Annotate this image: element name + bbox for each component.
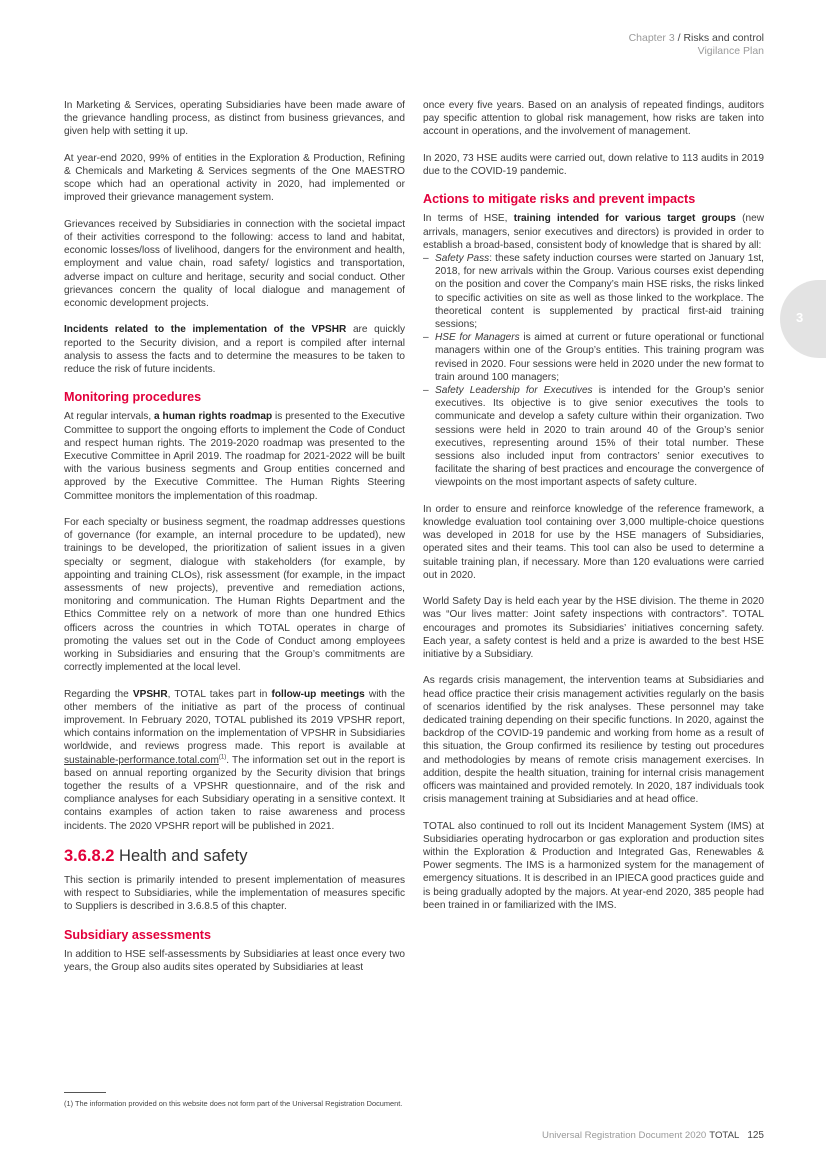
paragraph [423, 212, 764, 252]
website-link[interactable]: sustainable-performance.total.com [64, 754, 219, 766]
text-run: is aimed at current or future operational or functional managers within one of the Group’s entities. This training program was revised in 2020. Four sessions were held in 2020 under the new format to train around 100 managers; [435, 332, 764, 383]
text-run: Subsidiary assessments [64, 927, 212, 942]
text-run: Safety Leadership for Executives [435, 385, 593, 397]
paragraph [64, 410, 405, 502]
subheading [64, 389, 405, 405]
left-column [64, 99, 405, 987]
text-run: , TOTAL takes part in [167, 688, 272, 700]
text-run: once every five years. Based on an analysis of repeated findings, auditors pay specific attention to global risk management, how risks are taken into account in operations, and the involvement of management. [423, 100, 764, 138]
paragraph [423, 99, 764, 139]
text-run: In Marketing & Services, operating Subsidiaries have been made aware of the grievance handling process, as distinct from business grievances, and given help with setting it up. [64, 100, 405, 138]
text-run: : these safety induction courses were started on January 1st, 2018, for new arrivals within the Group. Various courses exist depending on the position and cover the Company’s main HSE risks, the risks linked to specific activities on site as well as those linked to the workplace. The theoretical content is supplemented by practical first-aid training sessions; [435, 253, 764, 331]
list-item [423, 252, 764, 331]
text-run: At regular intervals, [64, 411, 155, 423]
text-run: Grievances received by Subsidiaries in connection with the societal impact of their activities correspond to the following: access to land and habitat, economic losses/loss of livelihood, dangers for the environment and health, employment and value chain, road safety/ logistics and transportation, adverse impact on culture and heritage, security and social conduct. Other grievances concern the quality of local dialogue and management of economic development projects. [64, 218, 405, 310]
paragraph [64, 688, 405, 833]
text-run: Safety Pass [435, 253, 490, 264]
text-run: At year-end 2020, 99% of entities in the Exploration & Production, Refining & Chemicals and Marketing & Services segments of the One MAESTRO scope which had an operational activity in 2020, had implemented or improved their grievance management system. [64, 152, 405, 204]
subheading [423, 191, 764, 207]
text-run: In addition to HSE self-assessments by Subsidiaries at least once every two years, the Group also audits sites operated by Subsidiaries at least [64, 948, 405, 974]
paragraph [64, 516, 405, 674]
text-run: a human rights roadmap [154, 411, 273, 423]
footnote-ref[interactable]: (1) [218, 754, 227, 761]
paragraph [64, 948, 405, 974]
text-run: VPSHR [132, 688, 168, 700]
right-column [423, 99, 764, 925]
text-run: In terms of HSE, [423, 213, 514, 225]
text-run: Actions to mitigate risks and prevent impacts [423, 192, 696, 207]
bullet-list [423, 252, 764, 490]
text-run: training intended for various target groups [513, 213, 736, 225]
paragraph [64, 99, 405, 139]
text-run: with the other members of the initiative as part of the process of continual improvement. In February 2020, TOTAL published its 2019 VPSHR report, which contains information on the implementation of VPSHR in Subsidiaries worldwide, and reviews progress made. This report is available at [64, 688, 406, 753]
text-run: TOTAL also continued to roll out its Incident Management System (IMS) at Subsidiaries operating hydrocarbon or gas exploration and production sites within the Exploration & Production and Integrated Gas, Renewables & Power segments. The IMS is a harmonized system for the management of emergency situations. It is described in an IPIECA good practices guide and is being gradually adopted by the majors. At year-end 2020, 385 people had been trained in or familiarized with the IMS. [423, 820, 764, 911]
text-run: (new arrivals, managers, senior executives and directors) is provided in order to establish a broad-based, consistent body of knowledge that is shared by all: [423, 213, 764, 251]
paragraph [423, 503, 764, 582]
footer-brand: TOTAL [709, 1130, 740, 1141]
list-item [423, 331, 764, 384]
paragraph [423, 820, 764, 912]
text-run: In 2020, 73 HSE audits were carried out, down relative to 113 audits in 2019 due to the COVID-19 pandemic. [423, 152, 764, 177]
paragraph [64, 323, 405, 376]
paragraph [423, 674, 764, 806]
chapter-tab[interactable] [780, 280, 826, 358]
text-run: As regards crisis management, the intervention teams at Subsidiaries and head office practice their crisis management activities regularly on the basis of scenarios identified by the risk analyses. These personnel may take dedicated training depending on their specific functions. In 2020, against the backdrop of the COVID-19 pandemic and working from home as a result of this situation, the Group confirmed its resilience by testing out procedures and methodologies by means of remote crisis management exercises. In addition, despite the health situation, training for internal crisis management officers was maintained and provided remotely. In 2020, 187 individuals took crisis management training at Subsidiaries and at head office. [423, 675, 764, 806]
chapter-tab-number: 3 [796, 310, 804, 325]
subheading [64, 927, 405, 943]
section-number: 3.6.8.2 [64, 847, 115, 866]
paragraph [64, 218, 405, 310]
running-header [629, 32, 764, 58]
text-run: In order to ensure and reinforce knowledge of the reference framework, a knowledge evaluation tool containing over 3,000 multiple-choice questions was developed in 2018 for use by the HSE managers of Subsidiaries, operated sites and their teams. This tool can also be used to determine a suitable training plan, if necessary. More than 120 evaluations were carried out in 2020. [423, 503, 764, 581]
section-label: Risks and control [683, 32, 764, 44]
page-number: 125 [747, 1130, 764, 1141]
text-run: Monitoring procedures [64, 390, 202, 405]
text-run: This section is primarily intended to present implementation of measures with respect to Subsidiaries, while the implementation of measures specific to Suppliers is described in 3.6.8.5 of this chapter. [64, 875, 405, 913]
paragraph [64, 152, 405, 205]
text-run: are quickly reported to the Security division, and a report is compiled after internal analysis to assess the facts and to determine the measures to be taken to reduce the risk of future incidents. [64, 324, 405, 376]
chapter-label: Chapter 3 [628, 32, 675, 44]
text-run: World Safety Day is held each year by the HSE division. The theme in 2020 was “Our lives matter: Joint safety inspections with contractors”. TOTAL encourages and promotes its Subsidiaries’ initiatives concerning safety. Each year, a safety contest is held and a prize is awarded to the best HSE initiative by a Subsidiary. [423, 596, 764, 661]
text-run: Regarding the [64, 688, 133, 700]
text-run: is intended for the Group’s senior executives. Its objective is to give senior executives the tools to communicate and develop a safety culture within their organization. Two sessions were held in 2020 to train around 40 of the Group’s senior executives, representing around 15% of their total number. These sessions also included input from contractors’ senior executives to facilitate the sharing of best practices and encourage the convergence of viewpoints on the most important aspects of safety culture. [435, 385, 765, 489]
text-run: . The information set out in the report is based on annual reporting organized by the Security division that brings together the results of a VPSHR questionnaire, and of the risk and compliance analyses for each Subsidiary operating in a sensitive context. It contains examples of action taken to raise awareness and process incidents. The 2020 VPSHR report will be published in 2021. [64, 754, 405, 832]
footnote-rule [64, 1092, 106, 1093]
text-run: is presented to the Executive Committee to support the ongoing efforts to implement the Code of Conduct and respect human rights. The 2019-2020 roadmap was presented to the Executive Committee in April 2019. The roadmap for 2021-2022 will be built with the various business segments and Group entities concerned and approved by the Executive Committee. The Human Rights Steering Committee monitors the implementation of this roadmap. [64, 411, 405, 502]
paragraph [423, 595, 764, 661]
header-separator: / [674, 32, 684, 44]
subsection-label: Vigilance Plan [697, 45, 764, 57]
dash-bullet: – [423, 385, 429, 397]
list-item [423, 384, 764, 490]
text-run: For each specialty or business segment, the roadmap addresses questions of governance (for example, an internal procedure to be updated), new trainings to be developed, the prioritization of salient issues in a given specialty or segment, dialogue with stakeholders (for example, by appointing and training CLOs), risk assessment (for example, in the impact assessments of new projects), preventive and remediation actions, monitoring and communication. The Human Rights Department and the Ethics Committee rely on a network of more than one hundred Ethics officers across the countries in which TOTAL operates in charge of promoting the values set out in the Code of Conduct among employees working in Subsidiaries and ensuring that the Group’s commitments are correctly implemented at the local level. [64, 517, 405, 674]
text-run: Health and safety [114, 847, 248, 866]
section-heading [64, 846, 405, 866]
footnote: (1) The information provided on this website does not form part of the Universal Registration Document. [64, 1099, 403, 1108]
text-run: follow-up meetings [271, 688, 365, 700]
paragraph [64, 874, 405, 914]
text-run: Incidents related to the implementation of the VPSHR [64, 324, 347, 336]
page-footer [542, 1130, 764, 1141]
dash-bullet: – [423, 332, 429, 344]
paragraph [423, 152, 764, 178]
footer-document-title: Universal Registration Document 2020 [542, 1130, 707, 1141]
text-run: HSE for Managers [435, 332, 520, 344]
dash-bullet: – [423, 253, 429, 264]
